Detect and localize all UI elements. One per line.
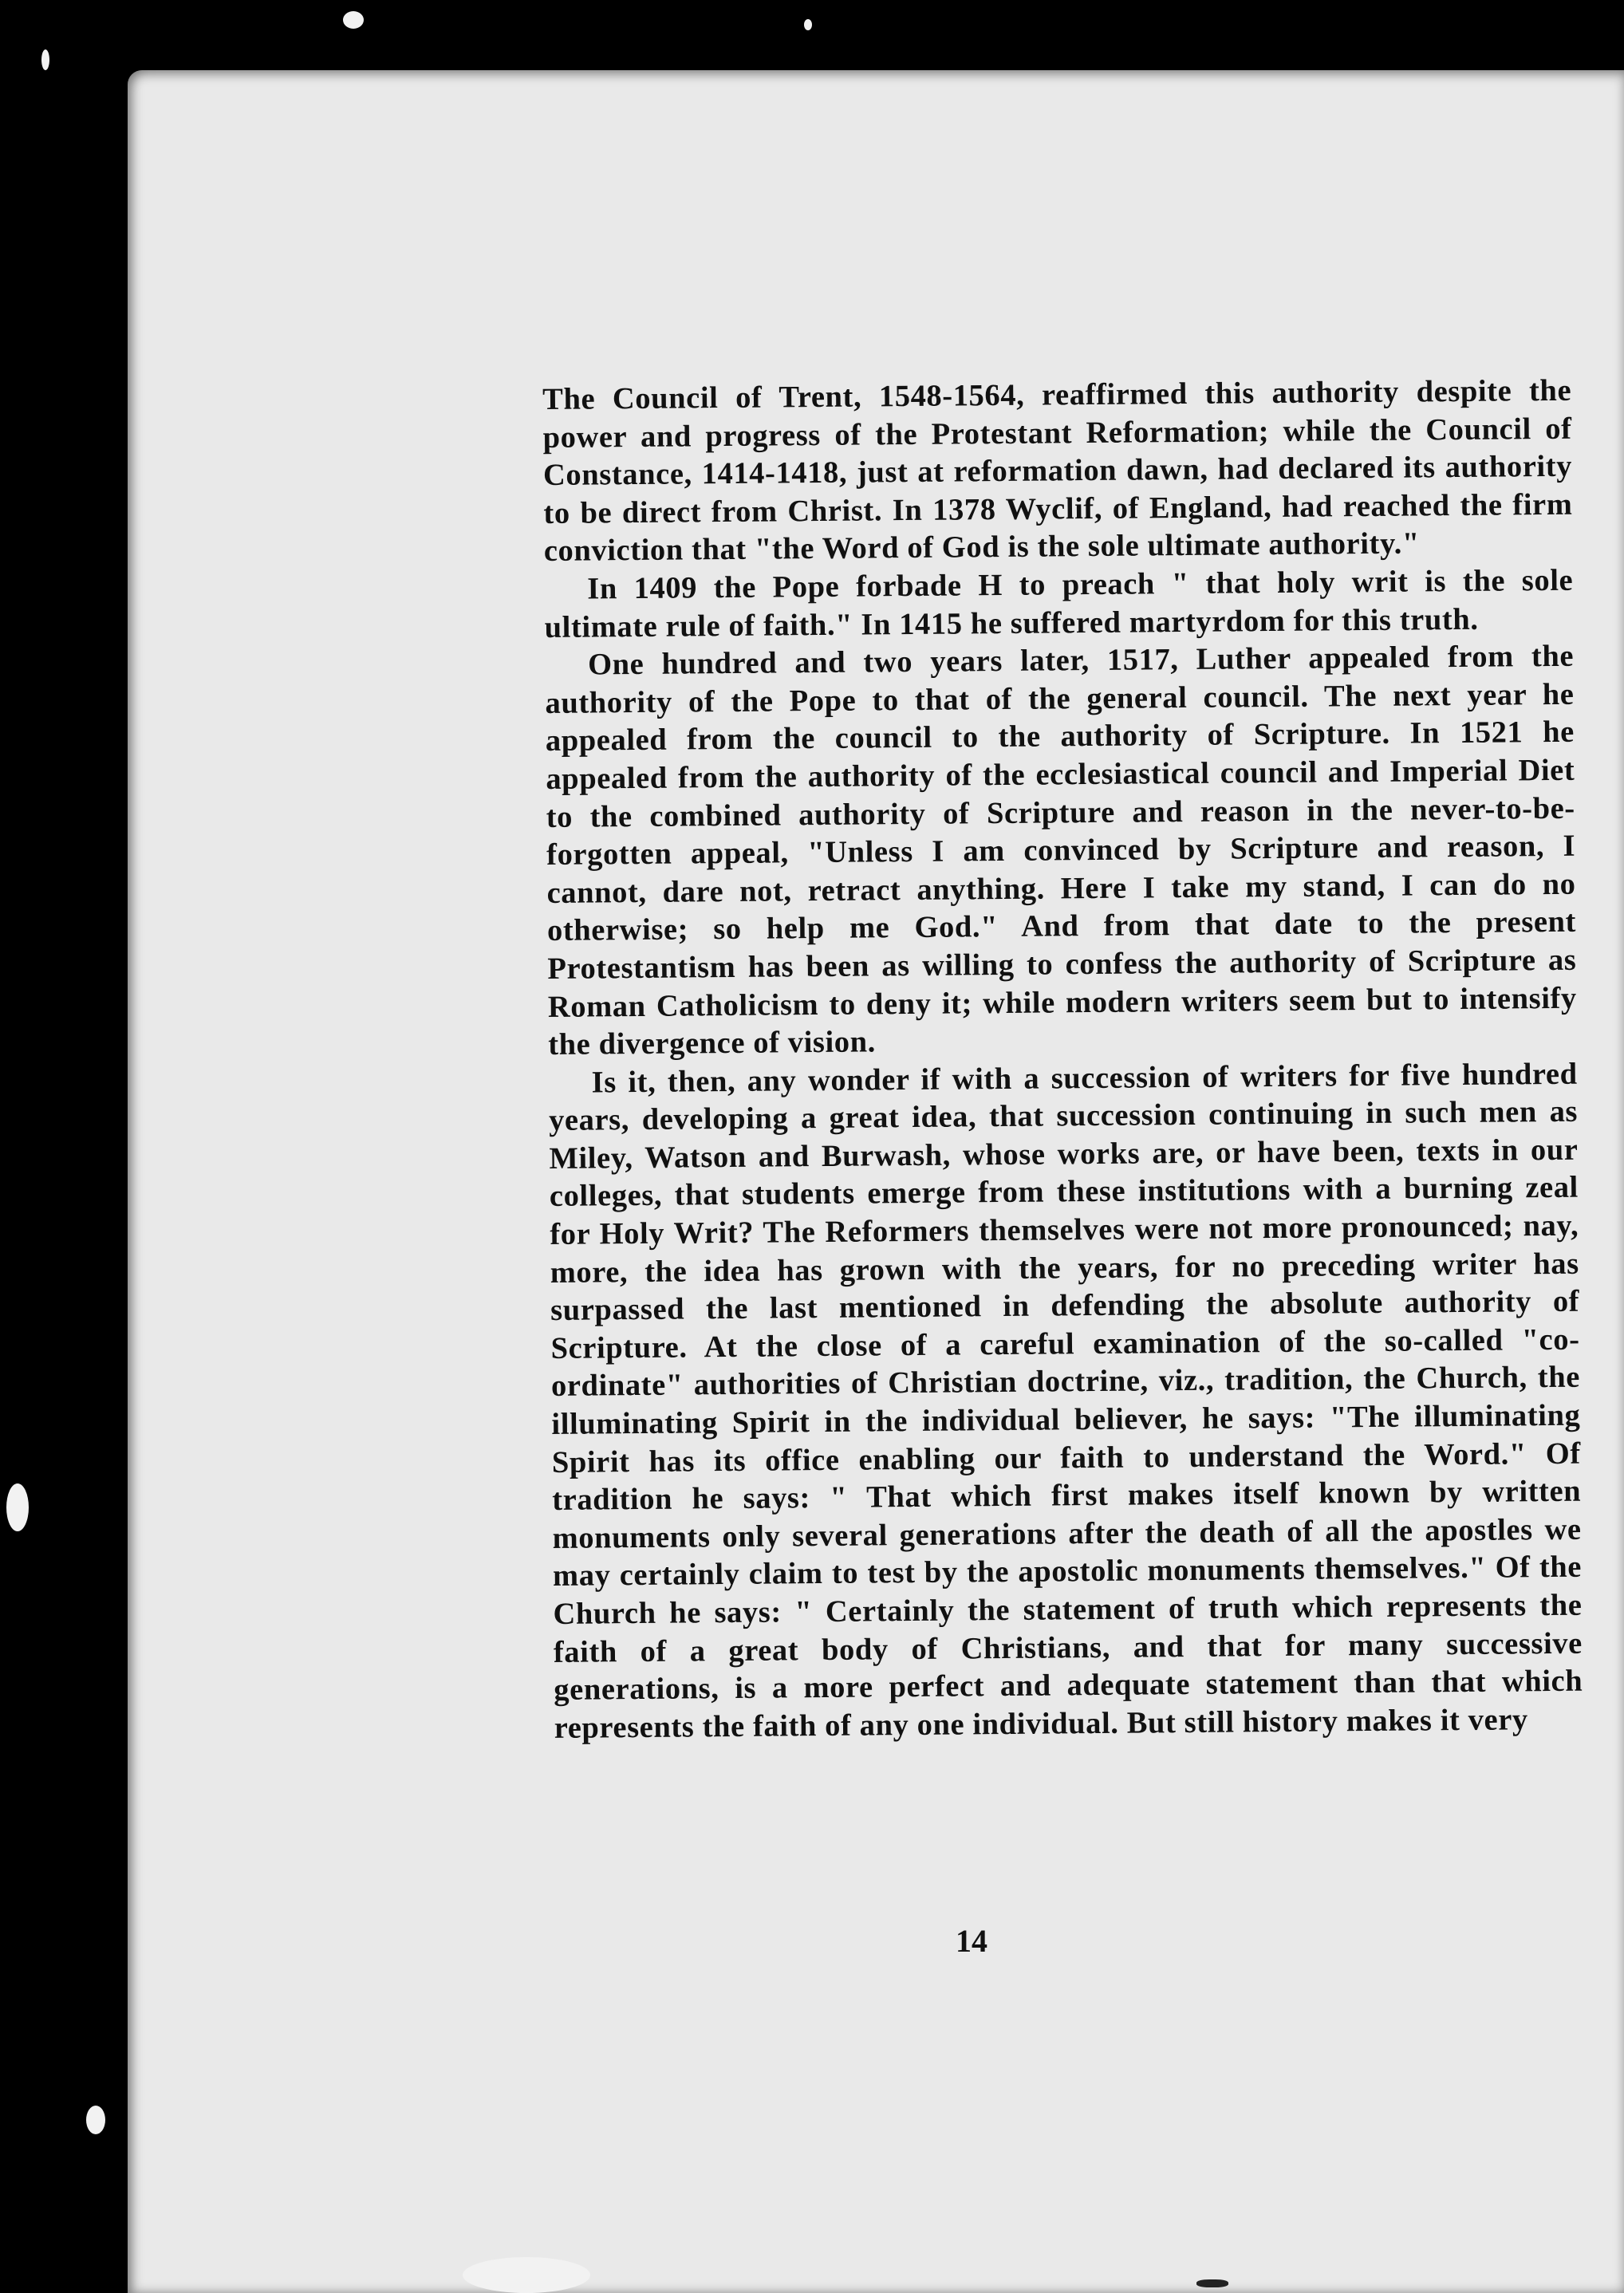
body-text — [542, 372, 1586, 1992]
page-number: 14 — [956, 1923, 987, 1959]
scan-artifact-top — [343, 11, 364, 29]
scan-artifact-left-mid — [6, 1483, 29, 1531]
paragraph-succession-of-writers: Is it, then, any wonder if with a succession of writers for five hundred years, developing a great idea, that succession continuing in such men as Miley, Watson and Burwash, whose works are, or have been, texts in our colleges, that students emerge from these institutions with a burning zeal for Holy Writ? The Reformers themselves were not more pronounced; nay, more, the idea has grown with the years, for no preceding writer has surpassed the last mentioned in defending the absolute authority of Scripture. At the close of a careful examination of the so-called "co-ordinate" authorities of Christian doctrine, viz., tradition, the Church, the illuminating Spirit in the individual believer, he says: "The illuminating Spirit has its office enabling our faith to understand the Word." Of tradition he says: " That which first makes itself known by written monuments only several generations after the death of all the apostles we may certainly claim to test by the apostolic monuments themselves." Of the Church he says: " Certainly the statement of truth which represents the faith of a great body of Christians, and that for many successive generations, is a more perfect and adequate statement than that which represents the faith of any one individual. But still history makes it very — [548, 1057, 1583, 1745]
scan-artifact-left-lower — [86, 2106, 105, 2134]
scan-artifact-top-small — [804, 19, 812, 30]
scan-artifact-left-edge — [41, 49, 49, 70]
paragraph-luther-appeal: One hundred and two years later, 1517, Luther appealed from the authority of the Pope to that of the general council. The next year he appealed from the council to the authority of Scripture. In 1521 he appealed from the authority of the ecclesiastical council and Imperial Diet to the combined authority of Scripture and reason in the never-to-be-forgotten appeal, "Unless I am convinced by Scripture and reason, I cannot, dare not, retract anything. Here I take my stand, I can do no otherwise; so help me God." And from that date to the present Protestantism has been as willing to confess the authority of Scripture as Roman Catholicism to deny it; while modern writers seem but to intensify the divergence of vision. — [545, 639, 1577, 1062]
scanned-page — [128, 70, 1624, 2293]
scan-artifact-bottom-edge — [1196, 2279, 1228, 2287]
scan-artifact-bottom — [463, 2257, 590, 2293]
paragraph-council-of-trent: The Council of Trent, 1548-1564, reaffirmed this authority despite the power and progress of the Protestant Reformation; while the Council of Constance, 1414-1418, just at reformation dawn, had declared its authority to be direct from Christ. In 1378 Wyclif, of England, had reached the firm conviction that "the Word of God is the sole ultimate authority." — [542, 373, 1573, 569]
paragraph-pope-forbade: In 1409 the Pope forbade H to preach " that holy writ is the sole ultimate rule of faith." In 1415 he suffered martyrdom for this truth. — [544, 563, 1574, 644]
